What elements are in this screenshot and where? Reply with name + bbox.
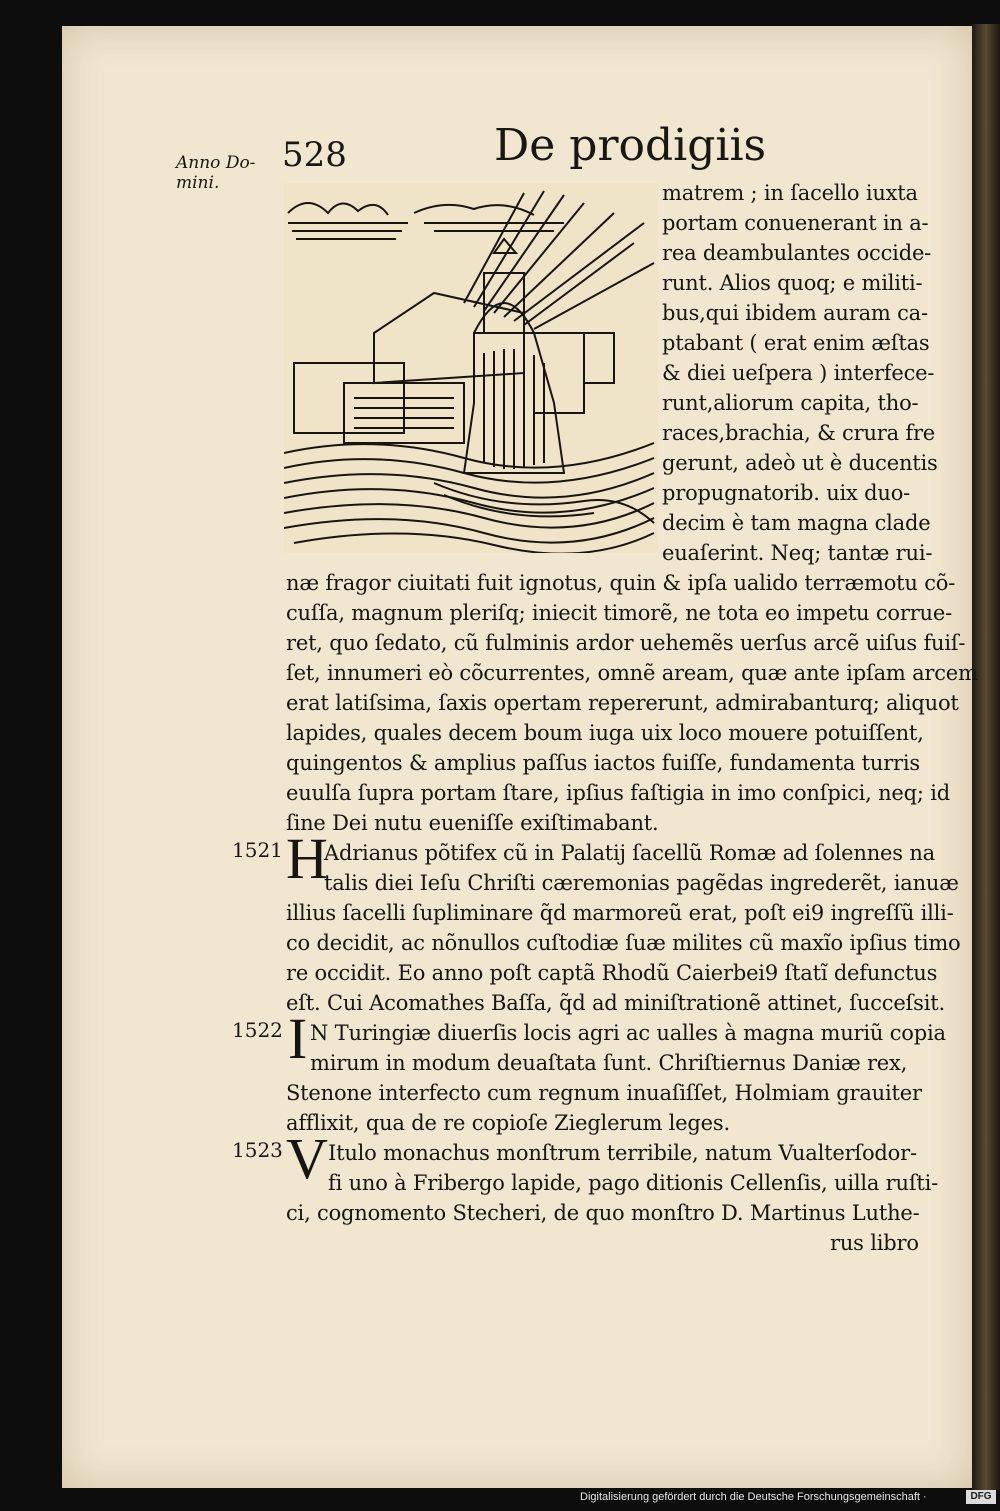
text-line: decim è tam magna clade [662,511,931,535]
running-title: De prodigiis [494,120,767,171]
drop-capital: H [286,826,328,891]
drop-capital: I [288,1006,308,1071]
text-line: co decidit, ac nõnullos cuſtodiæ ſuæ milites cũ maxĩo ipſius timo [286,931,961,955]
text-line: gerunt, adeò ut è ducentis [662,451,938,475]
text-line: erat latiſsima, ſaxis opertam repererunt, admirabanturq; aliquot [286,691,959,715]
drop-capital: V [286,1126,328,1191]
text-line: Adrianus põtifex cũ in Palatij ſacellũ Romæ ad ſolennes na [324,841,935,865]
text-line: ptabant ( erat enim æſtas [662,331,930,355]
text-line: lapides, quales decem boum iuga uix loco mouere potuiſſent, [286,721,924,745]
text-line: mirum in modum deuaſtata ſunt. Chriſtiernus Daniæ rex, [310,1051,908,1075]
text-line: propugnatorib. uix duo- [662,481,911,505]
text-line: Itulo monachus monſtrum terribile, natum Vualterſodor- [328,1141,917,1165]
margin-note-anno: Anno Do- [176,153,256,173]
text-line: runt,aliorum capita, tho- [662,391,919,415]
text-line: euulſa ſupra portam ſtare, ipſius faſtigia in imo conſpici, neq; id [286,781,951,805]
text-line: euaſerint. Neq; tantæ rui- [662,541,933,565]
text-line: quingentos & amplius paſſus iactos fuiſſe, fundamenta turris [286,751,920,775]
text-line: bus,qui ibidem auram ca- [662,301,928,325]
text-line: runt. Alios quoq; e militi- [662,271,923,295]
text-line: fi uno à Fribergo lapide, pago ditionis Cellenſis, uilla ruſti- [328,1171,939,1195]
text-line: re occidit. Eo anno poſt captã Rhodũ Caierbei9 ſtatĩ defunctus [286,961,938,985]
digitization-credit: Digitalisierung gefördert durch die Deutsche Forschungsgemeinschaft · [580,1491,927,1503]
text-line: ret, quo ſedato, cũ fulminis ardor uehemẽs uerſus arcẽ uiſus fuiſ- [286,631,966,655]
woodcut-illustration [284,183,658,553]
text-line: talis diei Ieſu Chriſti cæremonias pagẽdas ingrederẽt, ianuæ [324,871,959,895]
book-spine-edge [972,24,1000,1490]
text-line: & diei ueſpera ) interfece- [662,361,935,385]
text-line: afflixit, qua de re copioſe Zieglerum leges. [286,1111,730,1135]
margin-note-domini: mini. [176,173,220,193]
text-line: Stenone interfecto cum regnum inuaſiſſet, Holmiam grauiter [286,1081,922,1105]
text-line: matrem ; in ſacello iuxta [662,181,918,205]
text-line: races,brachia, & crura fre [662,421,936,445]
text-line: næ fragor ciuitati fuit ignotus, quin & ipſa ualido terræmotu cõ- [286,571,956,595]
text-line: ſine Dei nutu eueniſſe exiſtimabant. [286,811,659,835]
dfg-logo: DFG [966,1490,996,1504]
year-marker: 1522 [232,1018,283,1042]
year-marker: 1521 [232,838,283,862]
text-line: N Turingiæ diuerſis locis agri ac ualles à magna muriũ copia [310,1021,946,1045]
text-line: cuſſa, magnum pleriſq; iniecit timorẽ, ne tota eo impetu corrue- [286,601,952,625]
text-line: illius ſacelli ſupliminare q̃d marmoreũ erat, poſt ei9 ingreſſũ illi- [286,901,954,925]
text-line: portam conuenerant in a- [662,211,929,235]
text-line: ſet, innumeri eò cõcurrentes, omnẽ aream, quæ ante ipſam arcem [286,661,978,685]
text-line: rea deambulantes occide- [662,241,932,265]
text-line: eſt. Cui Acomathes Baſſa, q̃d ad miniſtrationẽ attinet, ſucceſsit. [286,991,945,1015]
catchword: rus libro [830,1231,919,1255]
text-line: ci, cognomento Stecheri, de quo monſtro D. Martinus Luthe- [286,1201,920,1225]
folio-number: 528 [282,135,347,175]
year-marker: 1523 [232,1138,283,1162]
